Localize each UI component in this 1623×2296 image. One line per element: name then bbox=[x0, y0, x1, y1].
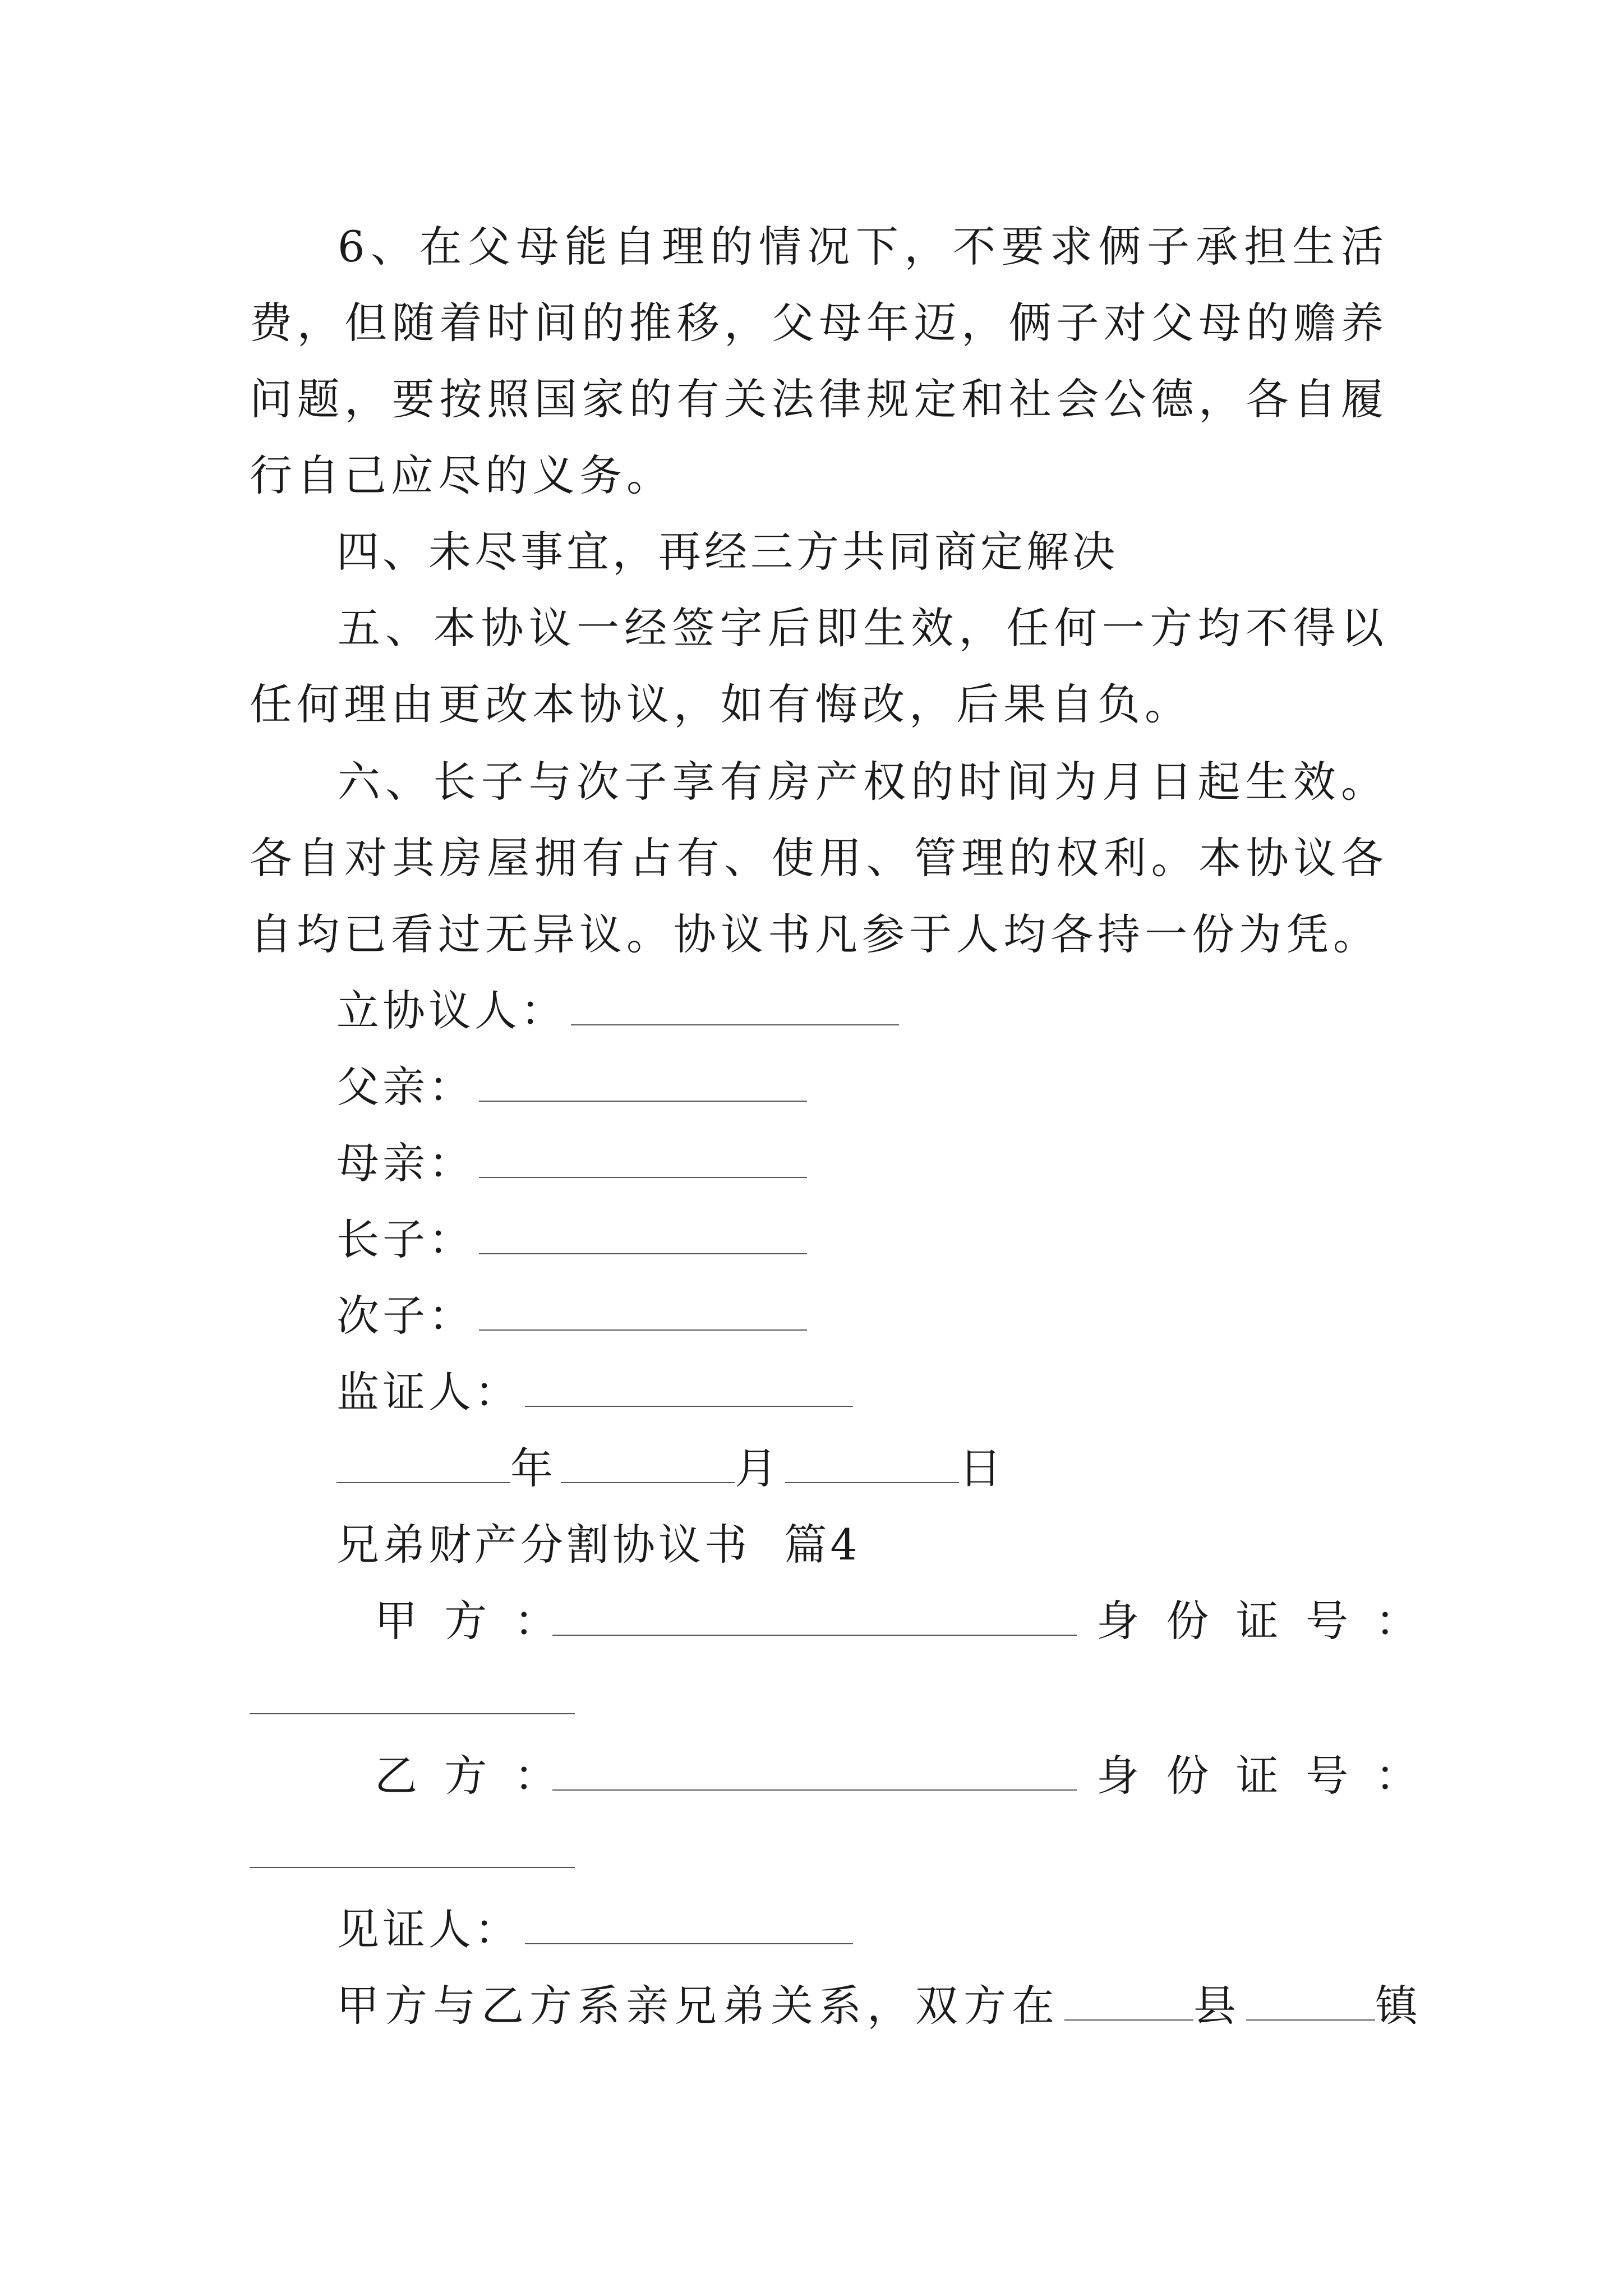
party-b-name-blank[interactable] bbox=[552, 1788, 1077, 1791]
clause-four: 四、未尽事宜，再经三方共同商定解决 bbox=[336, 527, 1118, 577]
eldest-son-line bbox=[336, 1202, 807, 1278]
signer-label: 立协议人： bbox=[336, 986, 566, 1036]
county-label: 县 bbox=[1193, 1981, 1242, 2031]
town-label: 镇 bbox=[1375, 1981, 1423, 2031]
supervisor-blank[interactable] bbox=[525, 1370, 853, 1407]
signer-line bbox=[336, 973, 899, 1049]
final-line bbox=[336, 1968, 1423, 2044]
father-line bbox=[336, 1049, 807, 1125]
party-b-id-blank[interactable] bbox=[250, 1866, 575, 1868]
father-label: 父亲： bbox=[336, 1062, 474, 1112]
party-a-id-blank[interactable] bbox=[250, 1712, 575, 1714]
supervisor-label: 监证人： bbox=[336, 1367, 520, 1417]
day-blank[interactable] bbox=[785, 1446, 959, 1483]
section-title: 兄弟财产分割协议书 篇4 bbox=[336, 1520, 861, 1570]
second-son-line bbox=[336, 1278, 807, 1354]
mother-line bbox=[336, 1125, 807, 1202]
eldest-son-blank[interactable] bbox=[479, 1217, 807, 1254]
clause-six: 六、长子与次子享有房产权的时间为月日起生效。各自对其房屋拥有占有、使用、管理的权利。本协议各自均已看过无异议。协议书凡参于人均各持一份为凭。 bbox=[250, 757, 1388, 959]
county-blank[interactable] bbox=[1064, 1984, 1193, 2021]
eldest-son-label: 长子： bbox=[336, 1214, 474, 1264]
party-a-label: 甲 方 ： bbox=[375, 1596, 557, 1646]
year-blank[interactable] bbox=[336, 1446, 510, 1483]
mother-blank[interactable] bbox=[479, 1141, 807, 1178]
party-a-id-label: 身 份 证 号 ： bbox=[1096, 1596, 1418, 1646]
party-a-name-blank[interactable] bbox=[552, 1634, 1077, 1636]
mother-label: 母亲： bbox=[336, 1138, 474, 1188]
date-line bbox=[336, 1430, 1005, 1507]
party-b-id-label: 身 份 证 号 ： bbox=[1096, 1751, 1418, 1801]
day-label: 日 bbox=[959, 1443, 1005, 1493]
second-son-label: 次子： bbox=[336, 1291, 474, 1341]
witness-blank[interactable] bbox=[525, 1907, 853, 1944]
supervisor-line bbox=[336, 1354, 853, 1430]
signer-blank[interactable] bbox=[571, 988, 899, 1025]
clause-five: 五、本协议一经签字后即生效，任何一方均不得以任何理由更改本协议，如有悔改，后果自负。 bbox=[250, 603, 1388, 729]
month-label: 月 bbox=[735, 1443, 781, 1493]
witness-line bbox=[336, 1892, 853, 1968]
town-blank[interactable] bbox=[1246, 1984, 1375, 2021]
year-label: 年 bbox=[510, 1443, 556, 1493]
clause-6-paragraph: 6、在父母能自理的情况下，不要求俩子承担生活费，但随着时间的推移，父母年迈，俩子对父母的赡养问题，要按照国家的有关法律规定和社会公德，各自履行自己应尽的义务。 bbox=[250, 222, 1388, 500]
father-blank[interactable] bbox=[479, 1065, 807, 1102]
month-blank[interactable] bbox=[561, 1446, 735, 1483]
second-son-blank[interactable] bbox=[479, 1294, 807, 1331]
witness-label: 见证人： bbox=[336, 1904, 520, 1954]
party-b-label: 乙 方 ： bbox=[375, 1751, 557, 1801]
final-line-text: 甲方与乙方系亲兄弟关系，双方在 bbox=[336, 1981, 1060, 2031]
